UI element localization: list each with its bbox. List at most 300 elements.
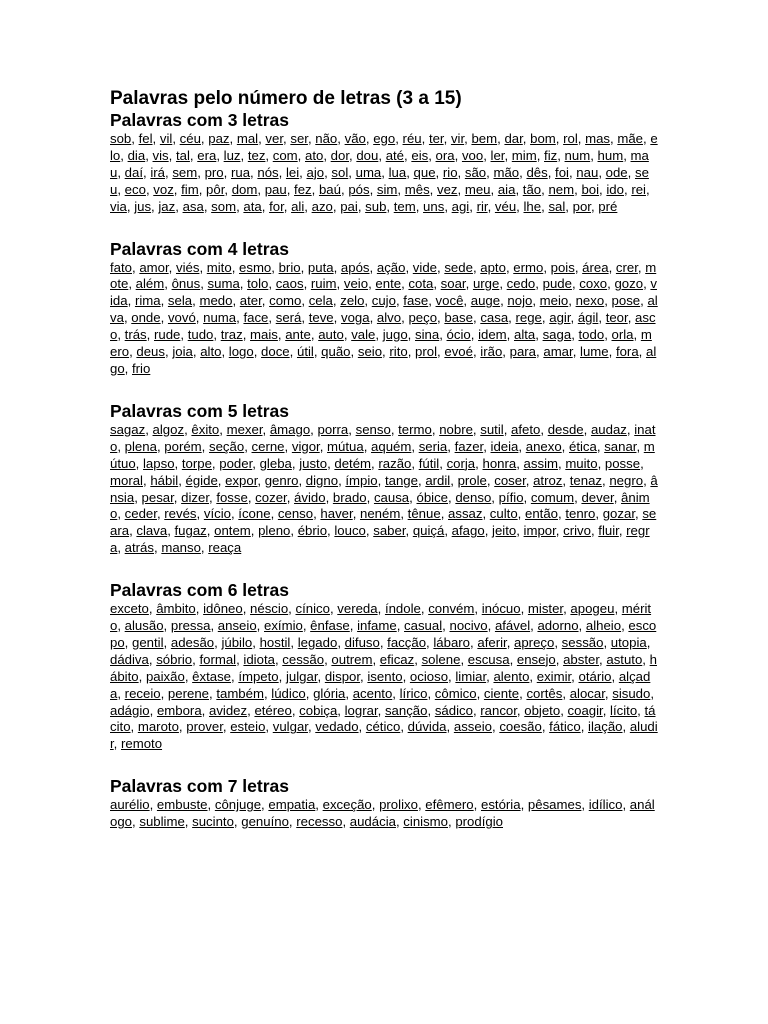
- word-link[interactable]: boi: [581, 181, 600, 197]
- word-link[interactable]: etéreo: [254, 702, 292, 718]
- word-link[interactable]: assaz: [448, 506, 483, 522]
- word-link[interactable]: até: [385, 147, 405, 163]
- word-link[interactable]: trás: [124, 327, 147, 343]
- word-link[interactable]: dizer: [181, 489, 209, 505]
- word-link[interactable]: paz: [208, 131, 230, 146]
- word-link[interactable]: casa: [480, 310, 509, 326]
- word-link[interactable]: rir: [476, 198, 488, 214]
- word-link[interactable]: outrem: [331, 651, 373, 667]
- word-link[interactable]: ciente: [483, 685, 520, 701]
- word-link[interactable]: prover: [186, 719, 223, 735]
- word-link[interactable]: irá: [150, 164, 165, 180]
- word-link[interactable]: avidez: [208, 702, 248, 718]
- word-link[interactable]: além: [135, 276, 165, 292]
- word-link[interactable]: ode: [605, 164, 628, 180]
- word-link[interactable]: ali: [291, 198, 305, 214]
- word-link[interactable]: rito: [389, 344, 408, 360]
- word-link[interactable]: escopo: [110, 618, 657, 650]
- word-link[interactable]: sim: [376, 181, 398, 197]
- word-link[interactable]: culto: [489, 506, 518, 522]
- word-link[interactable]: para: [509, 344, 537, 360]
- word-link[interactable]: apreço: [514, 634, 555, 650]
- word-link[interactable]: ânimo: [110, 489, 650, 522]
- word-link[interactable]: elo: [110, 131, 658, 163]
- word-link[interactable]: seara: [110, 506, 657, 539]
- word-link[interactable]: plena: [124, 438, 157, 454]
- word-link[interactable]: puta: [307, 259, 334, 275]
- word-link[interactable]: coagir: [567, 702, 603, 718]
- word-link[interactable]: vereda: [337, 601, 378, 617]
- word-link[interactable]: orla: [611, 327, 634, 343]
- word-link[interactable]: dês: [526, 164, 548, 180]
- word-link[interactable]: ater: [239, 293, 262, 309]
- word-link[interactable]: rei: [631, 181, 646, 197]
- word-link[interactable]: cozer: [255, 489, 287, 505]
- word-link[interactable]: você: [435, 293, 464, 309]
- word-link[interactable]: mote: [110, 259, 657, 292]
- word-link[interactable]: censo: [277, 506, 314, 522]
- word-link[interactable]: dou: [356, 147, 379, 163]
- word-link[interactable]: haver: [320, 506, 353, 522]
- word-link[interactable]: análogo: [110, 797, 655, 830]
- word-link[interactable]: embuste: [156, 797, 208, 813]
- word-link[interactable]: exímio: [264, 618, 303, 634]
- word-link[interactable]: veio: [343, 276, 369, 292]
- word-link[interactable]: então: [524, 506, 558, 522]
- word-link[interactable]: receio: [124, 685, 161, 701]
- word-link[interactable]: auto: [318, 327, 344, 343]
- word-link[interactable]: aurélio: [110, 797, 150, 813]
- word-link[interactable]: ardil: [425, 472, 451, 488]
- word-link[interactable]: pleno: [258, 523, 291, 539]
- word-link[interactable]: paixão: [145, 668, 185, 684]
- word-link[interactable]: que: [413, 164, 436, 180]
- word-link[interactable]: nexo: [575, 293, 605, 309]
- word-link[interactable]: assim: [523, 455, 558, 471]
- word-link[interactable]: peço: [408, 310, 438, 326]
- word-link[interactable]: fel: [138, 131, 153, 146]
- word-link[interactable]: hum: [597, 147, 624, 163]
- word-link[interactable]: reaça: [208, 540, 242, 556]
- word-link[interactable]: esmo: [239, 259, 272, 275]
- word-link[interactable]: base: [444, 310, 473, 326]
- word-link[interactable]: sela: [167, 293, 193, 309]
- word-link[interactable]: comum: [530, 489, 575, 505]
- word-link[interactable]: luz: [223, 147, 241, 163]
- word-link[interactable]: desde: [547, 421, 584, 437]
- word-link[interactable]: azo: [311, 198, 333, 214]
- word-link[interactable]: voga: [340, 310, 370, 326]
- word-link[interactable]: seção: [209, 438, 245, 454]
- word-link[interactable]: saga: [542, 327, 572, 343]
- word-link[interactable]: afeto: [511, 421, 541, 437]
- word-link[interactable]: sub: [365, 198, 387, 214]
- word-link[interactable]: pressa: [170, 618, 211, 634]
- word-link[interactable]: termo: [398, 421, 432, 437]
- word-link[interactable]: sal: [548, 198, 566, 214]
- word-link[interactable]: lume: [580, 344, 609, 360]
- word-link[interactable]: adesão: [170, 634, 215, 650]
- word-link[interactable]: ruim: [310, 276, 337, 292]
- word-link[interactable]: mim: [511, 147, 537, 163]
- word-link[interactable]: também: [216, 685, 264, 701]
- word-link[interactable]: ímpeto: [238, 668, 279, 684]
- word-link[interactable]: lograr: [344, 702, 378, 718]
- word-link[interactable]: rancor: [480, 702, 517, 718]
- word-link[interactable]: seio: [357, 344, 383, 360]
- word-link[interactable]: fase: [403, 293, 429, 309]
- word-link[interactable]: eficaz: [379, 651, 415, 667]
- word-link[interactable]: baú: [318, 181, 341, 197]
- word-link[interactable]: impor: [523, 523, 556, 539]
- word-link[interactable]: casual: [404, 618, 443, 634]
- word-link[interactable]: lei: [285, 164, 300, 180]
- word-link[interactable]: não: [315, 131, 338, 146]
- word-link[interactable]: fim: [181, 181, 199, 197]
- word-link[interactable]: cobiça: [299, 702, 338, 718]
- word-link[interactable]: atroz: [533, 472, 563, 488]
- word-link[interactable]: genuíno: [241, 814, 289, 830]
- word-link[interactable]: traz: [220, 327, 243, 343]
- word-link[interactable]: agir: [549, 310, 571, 326]
- word-link[interactable]: facção: [387, 634, 427, 650]
- word-link[interactable]: lícito: [610, 702, 638, 718]
- word-link[interactable]: todo: [578, 327, 605, 343]
- word-link[interactable]: asco: [110, 310, 656, 343]
- word-link[interactable]: ônus: [171, 276, 201, 292]
- word-link[interactable]: vil: [159, 131, 173, 146]
- word-link[interactable]: limiar: [455, 668, 487, 684]
- word-link[interactable]: mero: [110, 327, 652, 360]
- word-link[interactable]: bem: [471, 131, 498, 146]
- word-link[interactable]: eis: [411, 147, 429, 163]
- word-link[interactable]: cessão: [282, 651, 325, 667]
- word-link[interactable]: vão: [344, 131, 366, 146]
- word-link[interactable]: alta: [513, 327, 536, 343]
- word-link[interactable]: alheio: [585, 618, 622, 634]
- word-link[interactable]: solene: [421, 651, 461, 667]
- word-link[interactable]: objeto: [524, 702, 561, 718]
- word-link[interactable]: abster: [563, 651, 600, 667]
- word-link[interactable]: sanção: [384, 702, 428, 718]
- word-link[interactable]: por: [572, 198, 591, 214]
- word-link[interactable]: atrás: [124, 540, 154, 556]
- word-link[interactable]: sóbrio: [156, 651, 193, 667]
- word-link[interactable]: viés: [175, 259, 200, 275]
- word-link[interactable]: afável: [494, 618, 531, 634]
- word-link[interactable]: honra: [482, 455, 517, 471]
- word-link[interactable]: voz: [153, 181, 174, 197]
- word-link[interactable]: égide: [185, 472, 218, 488]
- word-link[interactable]: tal: [175, 147, 190, 163]
- word-link[interactable]: rio: [442, 164, 458, 180]
- word-link[interactable]: mal: [236, 131, 259, 146]
- word-link[interactable]: cinismo: [403, 814, 448, 830]
- word-link[interactable]: logo: [228, 344, 254, 360]
- word-link[interactable]: uns: [423, 198, 445, 214]
- word-link[interactable]: idiota: [243, 651, 275, 667]
- word-link[interactable]: prole: [457, 472, 487, 488]
- word-link[interactable]: fluir: [598, 523, 619, 539]
- word-link[interactable]: pêsames: [527, 797, 582, 813]
- word-link[interactable]: fugaz: [174, 523, 207, 539]
- word-link[interactable]: bom: [530, 131, 556, 146]
- word-link[interactable]: será: [275, 310, 302, 326]
- word-link[interactable]: rude: [153, 327, 181, 343]
- word-link[interactable]: mútuo: [110, 438, 655, 471]
- word-link[interactable]: ênfase: [310, 618, 350, 634]
- word-link[interactable]: cela: [308, 293, 333, 309]
- word-link[interactable]: daí: [124, 164, 144, 180]
- word-link[interactable]: cínico: [295, 601, 330, 617]
- word-link[interactable]: audaz: [590, 421, 627, 437]
- word-link[interactable]: brio: [278, 259, 301, 275]
- word-link[interactable]: justo: [299, 455, 328, 471]
- word-link[interactable]: quiçá: [412, 523, 445, 539]
- word-link[interactable]: vide: [412, 259, 437, 275]
- word-link[interactable]: muito: [565, 455, 598, 471]
- word-link[interactable]: mexer: [226, 421, 263, 437]
- word-link[interactable]: coxo: [579, 276, 608, 292]
- word-link[interactable]: meu: [464, 181, 491, 197]
- word-link[interactable]: voo: [461, 147, 484, 163]
- word-link[interactable]: pude: [542, 276, 572, 292]
- word-link[interactable]: aquém: [371, 438, 412, 454]
- word-link[interactable]: agi: [451, 198, 470, 214]
- word-link[interactable]: irão: [480, 344, 503, 360]
- word-link[interactable]: empatia: [268, 797, 316, 813]
- word-link[interactable]: pôr: [206, 181, 225, 197]
- word-link[interactable]: nocivo: [449, 618, 488, 634]
- word-link[interactable]: seria: [418, 438, 448, 454]
- word-link[interactable]: afago: [451, 523, 485, 539]
- word-link[interactable]: réu: [402, 131, 422, 146]
- word-link[interactable]: remoto: [121, 736, 163, 752]
- word-link[interactable]: anexo: [525, 438, 562, 454]
- word-link[interactable]: causa: [373, 489, 410, 505]
- word-link[interactable]: convém: [428, 601, 475, 617]
- word-link[interactable]: acento: [352, 685, 393, 701]
- word-link[interactable]: ímpio: [345, 472, 378, 488]
- word-link[interactable]: cônjuge: [214, 797, 262, 813]
- word-link[interactable]: num: [564, 147, 591, 163]
- word-link[interactable]: mas: [585, 131, 610, 146]
- word-link[interactable]: sede: [444, 259, 473, 275]
- word-link[interactable]: gozar: [602, 506, 635, 522]
- word-link[interactable]: índole: [384, 601, 421, 617]
- word-link[interactable]: pesar: [141, 489, 174, 505]
- word-link[interactable]: jugo: [382, 327, 408, 343]
- word-link[interactable]: porra: [317, 421, 349, 437]
- word-link[interactable]: âmbito: [156, 601, 196, 617]
- word-link[interactable]: urge: [472, 276, 500, 292]
- word-link[interactable]: fosse: [216, 489, 248, 505]
- word-link[interactable]: cujo: [371, 293, 396, 309]
- word-link[interactable]: brado: [332, 489, 367, 505]
- word-link[interactable]: pós: [348, 181, 370, 197]
- word-link[interactable]: corja: [446, 455, 476, 471]
- word-link[interactable]: neném: [360, 506, 401, 522]
- word-link[interactable]: sessão: [561, 634, 604, 650]
- word-link[interactable]: teve: [308, 310, 334, 326]
- word-link[interactable]: dádiva: [110, 651, 149, 667]
- word-link[interactable]: alusão: [124, 618, 164, 634]
- word-link[interactable]: mérito: [110, 601, 652, 634]
- word-link[interactable]: eco: [124, 181, 146, 197]
- word-link[interactable]: útil: [296, 344, 314, 360]
- word-link[interactable]: alçada: [110, 668, 651, 701]
- word-link[interactable]: porém: [164, 438, 202, 454]
- word-link[interactable]: vida: [110, 276, 657, 309]
- word-link[interactable]: tolo: [247, 276, 269, 292]
- word-link[interactable]: rol: [563, 131, 578, 146]
- word-link[interactable]: frio: [132, 360, 151, 376]
- word-link[interactable]: crer: [615, 259, 638, 275]
- word-link[interactable]: vir: [450, 131, 465, 146]
- word-link[interactable]: mútua: [327, 438, 364, 454]
- word-link[interactable]: pose: [611, 293, 641, 309]
- word-link[interactable]: anseio: [217, 618, 257, 634]
- word-link[interactable]: doce: [261, 344, 290, 360]
- word-link[interactable]: hábil: [150, 472, 179, 488]
- word-link[interactable]: cômico: [434, 685, 477, 701]
- word-link[interactable]: clava: [136, 523, 168, 539]
- word-link[interactable]: alto: [200, 344, 222, 360]
- word-link[interactable]: torpe: [181, 455, 212, 471]
- word-link[interactable]: véu: [494, 198, 517, 214]
- word-link[interactable]: ânsia: [110, 472, 658, 505]
- word-link[interactable]: exceção: [322, 797, 372, 813]
- word-link[interactable]: sob: [110, 131, 132, 146]
- word-link[interactable]: ler: [490, 147, 505, 163]
- word-link[interactable]: ócio: [446, 327, 471, 343]
- word-link[interactable]: ceder: [124, 506, 157, 522]
- word-link[interactable]: audácia: [349, 814, 396, 830]
- word-link[interactable]: cota: [408, 276, 434, 292]
- word-link[interactable]: rua: [230, 164, 251, 180]
- word-link[interactable]: auge: [470, 293, 501, 309]
- word-link[interactable]: revés: [164, 506, 197, 522]
- word-link[interactable]: pois: [550, 259, 575, 275]
- word-link[interactable]: mister: [527, 601, 564, 617]
- word-link[interactable]: sucinto: [192, 814, 234, 830]
- word-link[interactable]: prolixo: [379, 797, 418, 813]
- word-link[interactable]: alento: [493, 668, 530, 684]
- word-link[interactable]: senso: [355, 421, 391, 437]
- word-link[interactable]: vigor: [291, 438, 320, 454]
- word-link[interactable]: tudo: [187, 327, 214, 343]
- word-link[interactable]: razão: [378, 455, 412, 471]
- word-link[interactable]: rege: [515, 310, 542, 326]
- word-link[interactable]: apogeu: [570, 601, 615, 617]
- word-link[interactable]: jeito: [492, 523, 517, 539]
- word-link[interactable]: idem: [478, 327, 507, 343]
- word-link[interactable]: ante: [285, 327, 311, 343]
- word-link[interactable]: inato: [110, 421, 656, 454]
- word-link[interactable]: for: [269, 198, 284, 214]
- word-link[interactable]: coesão: [499, 719, 542, 735]
- word-link[interactable]: com: [272, 147, 298, 163]
- word-link[interactable]: difuso: [344, 634, 380, 650]
- word-link[interactable]: algoz: [152, 421, 185, 437]
- word-link[interactable]: ermo: [513, 259, 544, 275]
- word-link[interactable]: aia: [497, 181, 516, 197]
- word-link[interactable]: óbice: [416, 489, 449, 505]
- word-link[interactable]: deus: [136, 344, 165, 360]
- word-link[interactable]: formal: [199, 651, 237, 667]
- word-link[interactable]: tênue: [407, 506, 441, 522]
- word-link[interactable]: idílico: [588, 797, 623, 813]
- word-link[interactable]: jus: [134, 198, 152, 214]
- word-link[interactable]: ter: [428, 131, 444, 146]
- word-link[interactable]: fútil: [418, 455, 440, 471]
- word-link[interactable]: fora: [615, 344, 639, 360]
- word-link[interactable]: idôneo: [203, 601, 243, 617]
- word-link[interactable]: fez: [294, 181, 312, 197]
- word-link[interactable]: denso: [455, 489, 492, 505]
- word-link[interactable]: são: [464, 164, 487, 180]
- word-link[interactable]: cerne: [251, 438, 285, 454]
- word-link[interactable]: pro: [204, 164, 224, 180]
- word-link[interactable]: perene: [167, 685, 209, 701]
- word-link[interactable]: mês: [404, 181, 430, 197]
- word-link[interactable]: hábito: [110, 651, 657, 684]
- word-link[interactable]: sem: [172, 164, 198, 180]
- word-link[interactable]: ébrio: [297, 523, 328, 539]
- word-link[interactable]: dor: [330, 147, 350, 163]
- word-link[interactable]: embora: [156, 702, 202, 718]
- word-link[interactable]: vício: [203, 506, 231, 522]
- word-link[interactable]: ser: [290, 131, 308, 146]
- word-link[interactable]: ocioso: [409, 668, 449, 684]
- word-link[interactable]: regra: [110, 523, 650, 556]
- word-link[interactable]: face: [243, 310, 269, 326]
- word-link[interactable]: ontem: [214, 523, 251, 539]
- word-link[interactable]: seu: [110, 164, 649, 197]
- word-link[interactable]: êxito: [191, 421, 220, 437]
- word-link[interactable]: meio: [539, 293, 569, 309]
- word-link[interactable]: ágil: [577, 310, 599, 326]
- word-link[interactable]: pífio: [498, 489, 524, 505]
- word-link[interactable]: gleba: [259, 455, 292, 471]
- word-link[interactable]: amor: [139, 259, 169, 275]
- word-link[interactable]: genro: [264, 472, 299, 488]
- word-link[interactable]: coser: [494, 472, 526, 488]
- word-link[interactable]: medo: [199, 293, 233, 309]
- word-link[interactable]: nojo: [507, 293, 533, 309]
- word-link[interactable]: fiz: [544, 147, 558, 163]
- word-link[interactable]: alvo: [376, 310, 402, 326]
- word-link[interactable]: sádico: [434, 702, 473, 718]
- word-link[interactable]: era: [197, 147, 217, 163]
- word-link[interactable]: ética: [569, 438, 597, 454]
- word-link[interactable]: utopia: [610, 634, 647, 650]
- word-link[interactable]: néscio: [250, 601, 289, 617]
- word-link[interactable]: pai: [340, 198, 358, 214]
- word-link[interactable]: gentil: [132, 634, 164, 650]
- word-link[interactable]: foi: [555, 164, 569, 180]
- word-link[interactable]: nau: [576, 164, 599, 180]
- word-link[interactable]: soar: [440, 276, 466, 292]
- word-link[interactable]: lhe: [523, 198, 542, 214]
- word-link[interactable]: sisudo: [612, 685, 651, 701]
- word-link[interactable]: dar: [504, 131, 523, 146]
- word-link[interactable]: crivo: [563, 523, 591, 539]
- word-link[interactable]: ilação: [588, 719, 623, 735]
- word-link[interactable]: maroto: [137, 719, 179, 735]
- word-link[interactable]: sanar: [604, 438, 637, 454]
- word-link[interactable]: prol: [415, 344, 438, 360]
